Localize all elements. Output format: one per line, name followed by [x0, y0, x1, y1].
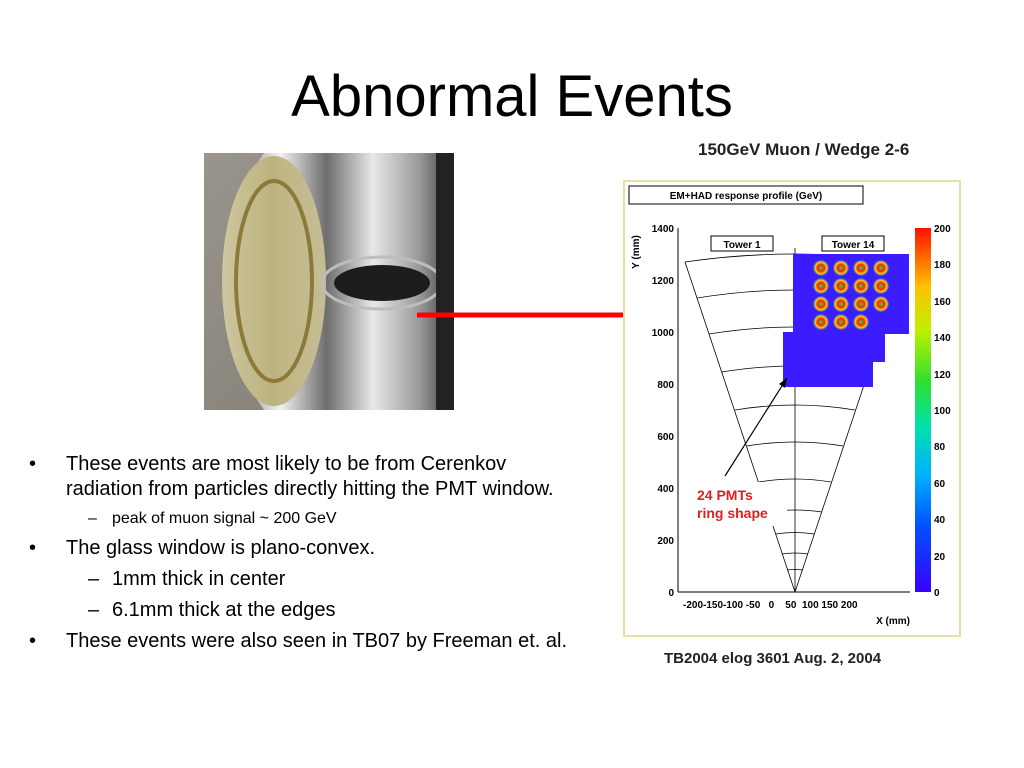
bullet-marker: •: [29, 630, 37, 652]
bullet-list: [26, 452, 586, 660]
y-tick-label: 200: [657, 536, 674, 547]
colorbar-tick: 80: [934, 442, 946, 453]
colorbar-tick: 100: [934, 406, 951, 417]
x-tick-labels: -200-150-100 -50 0 50 100 150 200: [683, 600, 858, 611]
colorbar-tick: 20: [934, 552, 946, 563]
bullet-text: These events were also seen in TB07 by Freeman et. al.: [66, 630, 568, 652]
y-tick-label: 1400: [651, 224, 674, 235]
colorbar-tick: 180: [934, 260, 951, 271]
bullet-marker: •: [29, 537, 37, 559]
colorbar-tick: 200: [934, 224, 951, 235]
figure-caption: TB2004 elog 3601 Aug. 2, 2004: [664, 650, 882, 667]
sub-bullet-item: [26, 508, 586, 530]
bullet-text: peak of muon signal ~ 200 GeV: [112, 510, 337, 527]
colorbar-tick: 60: [934, 479, 946, 490]
colorbar-tick: 140: [934, 333, 951, 344]
sub-bullet-item: [26, 598, 586, 623]
bullet-text: 6.1mm thick at the edges: [112, 599, 336, 621]
y-tick-label: 1000: [651, 328, 674, 339]
dash-marker: –: [88, 568, 100, 590]
annotation-line1: 24 PMTs: [697, 487, 753, 503]
annotation-line2: ring shape: [697, 505, 768, 521]
x-axis-label: X (mm): [876, 616, 910, 627]
colorbar-tick: 40: [934, 515, 946, 526]
bullet-text: 1mm thick in center: [112, 568, 286, 590]
tower14-label: Tower 14: [831, 240, 875, 251]
bullet-text: The glass window is plano-convex.: [66, 537, 376, 559]
y-tick-label: 600: [657, 432, 674, 443]
bullet-text: These events are most likely to be from Cerenkov radiation from particles directly hitting the PMT window.: [66, 453, 554, 500]
y-tick-label: 1200: [651, 276, 674, 287]
dash-marker: –: [88, 510, 97, 527]
colorbar-tick: 0: [934, 588, 940, 599]
color-scale-bar: [915, 228, 931, 592]
bullet-item: [26, 536, 586, 561]
panel-title: EM+HAD response profile (GeV): [669, 191, 823, 202]
y-tick-label: 800: [657, 380, 674, 391]
bullet-marker: •: [29, 453, 37, 475]
bullet-item: [26, 452, 586, 502]
y-axis-label: Y (mm): [631, 235, 642, 269]
colorbar-tick: 160: [934, 297, 951, 308]
y-tick-label: 0: [668, 588, 674, 599]
pmt-window-photo: [204, 153, 454, 410]
tower1-label: Tower 1: [723, 240, 761, 251]
dash-marker: –: [88, 599, 100, 621]
response-profile-plot: [623, 180, 961, 637]
y-tick-label: 400: [657, 484, 674, 495]
colorbar-tick: 120: [934, 370, 951, 381]
figure-heading: 150GeV Muon / Wedge 2-6: [698, 140, 910, 159]
slide-title: Abnormal Events: [291, 64, 733, 129]
sub-bullet-item: [26, 567, 586, 592]
bullet-item: [26, 629, 586, 654]
